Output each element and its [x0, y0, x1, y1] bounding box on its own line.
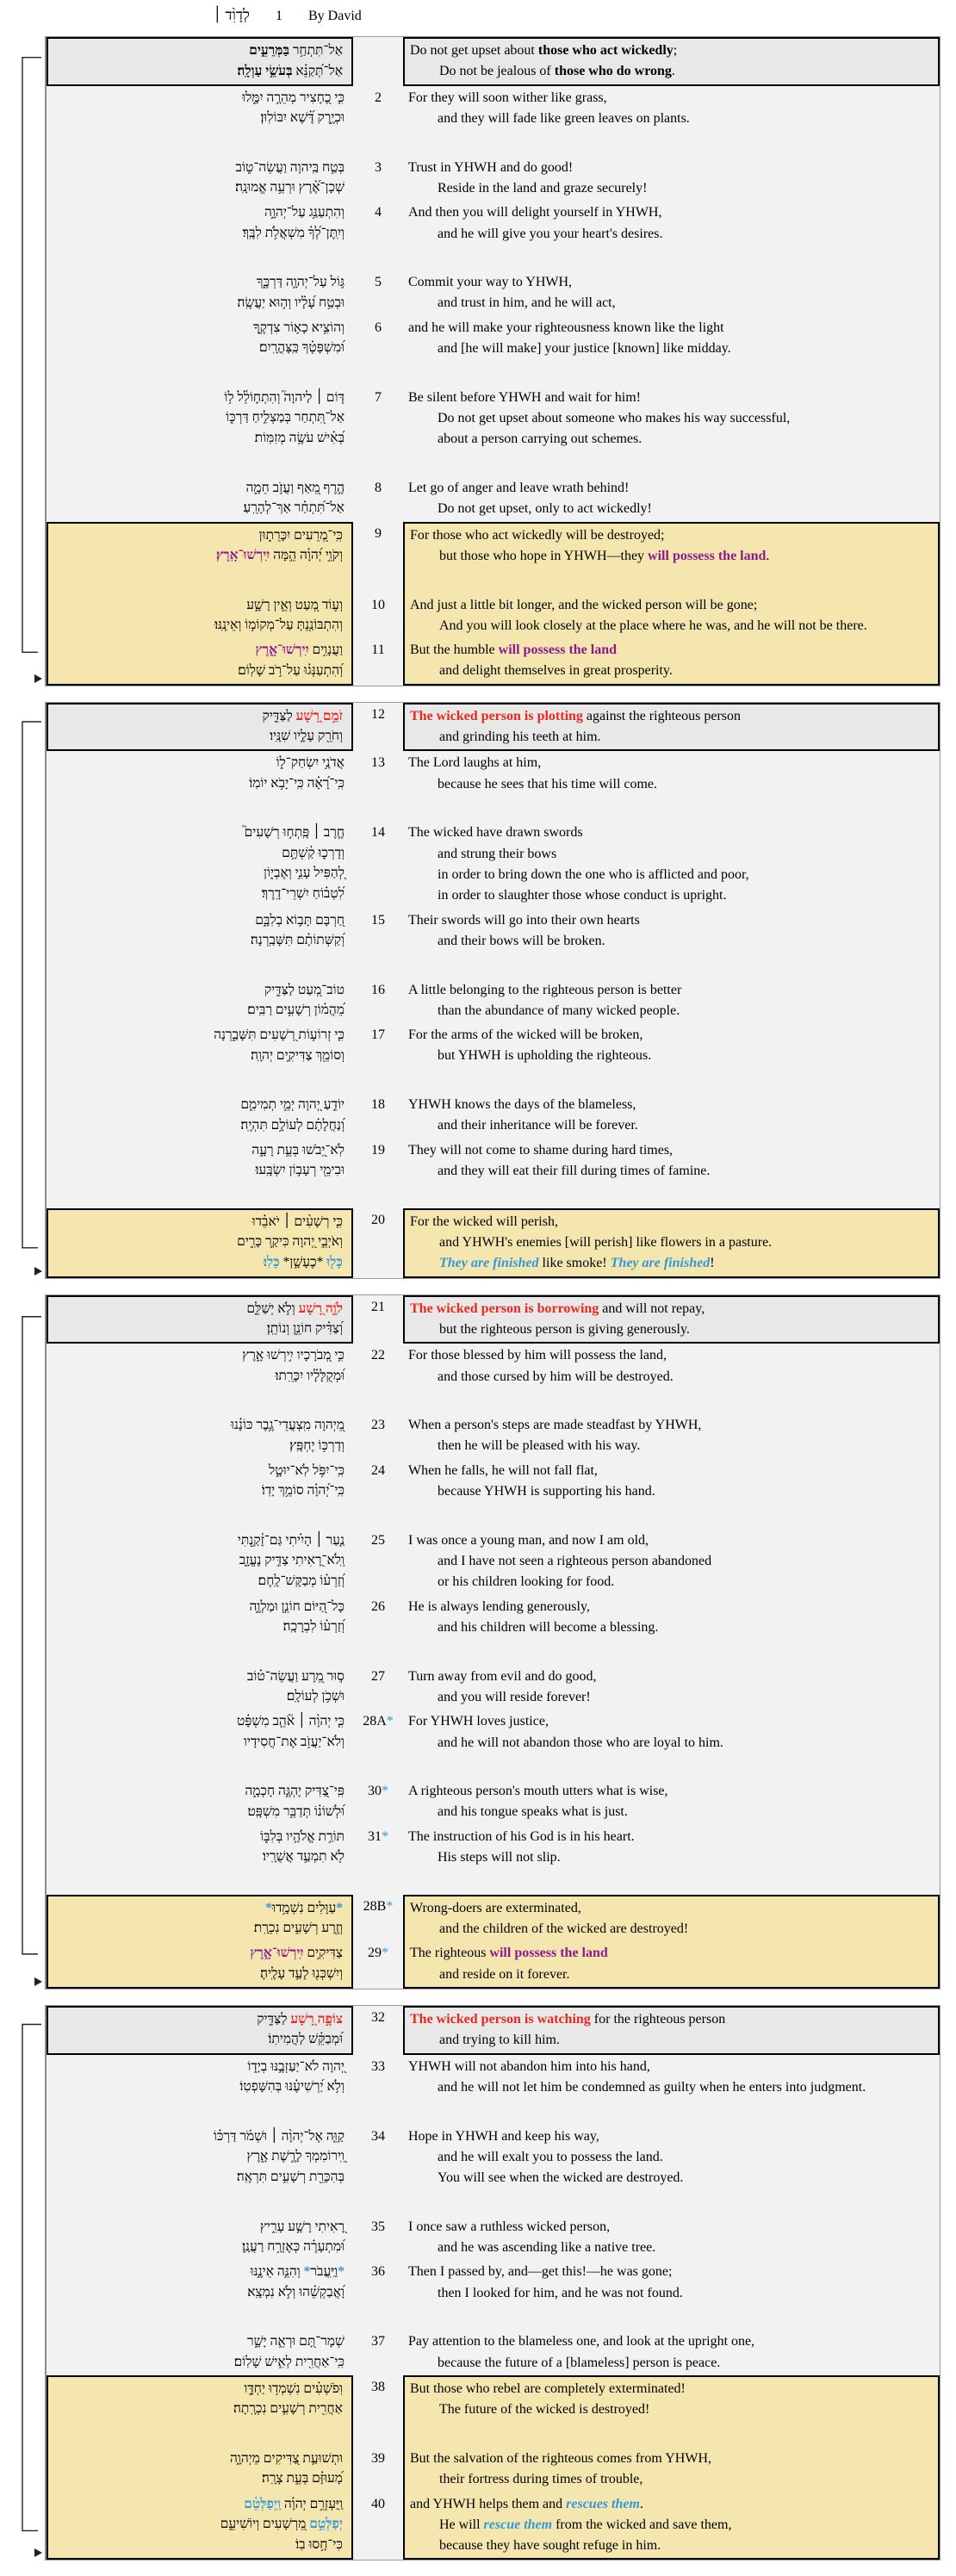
verse-row	[47, 1779, 940, 1825]
verse-spacer	[47, 2100, 940, 2124]
verse-english: Commit your way to YHWH, and trust in him, and he will act,	[408, 275, 616, 311]
spacer-hebrew-cell	[47, 1640, 353, 1664]
verse-number: 12	[371, 706, 385, 722]
verse-row	[47, 1895, 940, 1942]
spacer-hebrew-cell	[47, 953, 353, 978]
verse-number: 20	[371, 1212, 385, 1227]
verse-hebrew: וְהִתְעַנַּ֥ג עַל־יְהוָ֑ה וְיִֽתֶּן־לְ֝ךָ֗ מִשְׁאֲלֹ֥ת לִבֶּֽךָ׃	[242, 205, 345, 240]
verse-number: 40	[371, 2496, 385, 2511]
verse-row	[47, 2447, 940, 2492]
verse-row	[47, 703, 940, 752]
spacer-hebrew-cell	[47, 1504, 353, 1528]
verse-spacer	[47, 1069, 940, 1093]
verse-english: YHWH will not abandon him into his hand, and he will not let him be condemned as guilty when he enters into judgment.	[408, 2058, 866, 2095]
verse-number: 25	[371, 1532, 385, 1548]
spacer-english-cell	[403, 2423, 940, 2447]
verse-number: 19	[371, 1142, 385, 1158]
verse-row	[47, 2006, 940, 2055]
verse-hebrew: פִּֽי־צַ֭דִּיק יֶהְגֶּ֣ה חָכְמָ֑ה וּ֝לְשׁוֹנ֗וֹ תְּדַבֵּ֥ר מִשְׁפָּֽט׃	[245, 1784, 345, 1819]
verse-hebrew: כִּ֤י רְשָׁעִ֨ים ׀ יֹאבֵ֗דוּ וְאֹיְבֵ֣י יְ֭הוָה כִּיקַ֣ר כָּרִ֑ים כָּל֖וּ *כֶעָשָׁ֣ן* כָּלֽוּ	[47, 1208, 353, 1278]
stanza-connector-arrow-icon	[16, 45, 45, 678]
verse-number: 9	[375, 525, 382, 541]
verse-number: 24	[371, 1462, 385, 1478]
verse-hebrew: אֲדֹנָ֥י יִשְׂחַק־ל֑וֹ כִּֽי־רָ֝אָ֗ה כִּֽי־יָבֹ֥א יוֹמֽוֹ׃	[249, 755, 345, 791]
verse-english: Trust in YHWH and do good! Reside in the land and graze securely!	[408, 159, 648, 196]
verse-hebrew: כִּ֣י כֶ֭חָצִיר מְהֵרָ֣ה יִמָּ֑לוּ וּכְיֶ֥רֶק דֶּ֝֗שֶׁא יִבּוֹלֽוּן׃	[242, 90, 345, 126]
verse-number: 33	[371, 2058, 385, 2074]
stanza-panel	[45, 2005, 940, 2561]
verse-english: The wicked person is borrowing and will not repay, but the righteous person is giving generously.	[403, 1295, 940, 1344]
verse-hebrew: אַל־תִּתְחַ֥ר בַּמְּרֵעִ֑ים אַל־תְּ֝קַנֵּ֗א בְּעֹשֵׂ֥י עַוְלָֽה׃	[47, 37, 353, 86]
spacer-hebrew-cell	[47, 1755, 353, 1779]
verse-english: He is always lending generously, and his children will become a blessing.	[408, 1598, 659, 1635]
verse-hebrew: רָ֭אִיתִי רָשָׁ֣ע עָרִ֑יץ וּ֝מִתְעָרֶ֗ה כְּאֶזְרָ֥ח רַעֲנָֽן׃	[241, 2219, 345, 2255]
verse-row	[47, 1093, 940, 1139]
verse-row	[47, 2125, 940, 2191]
stanza-list	[0, 36, 956, 2560]
spacer-number-cell	[353, 1504, 403, 1528]
verse-number: 10	[371, 597, 385, 612]
verse-hebrew: שְׁמָר־תָּ֭ם וּרְאֵ֣ה יָשָׁ֑ר כִּֽי־אַחֲרִ֖ית לְאִ֣ישׁ שָׁלֽוֹם׃	[233, 2334, 345, 2369]
verse-english: Do not get upset about those who act wickedly; Do not be jealous of those who do wrong.	[403, 37, 940, 86]
verse-spacer	[47, 1504, 940, 1528]
spacer-number-cell	[353, 1183, 403, 1207]
verse-spacer	[47, 2306, 940, 2330]
spacer-english-cell	[403, 953, 940, 978]
verse-hebrew: חֶ֤רֶב ׀ פָּֽתְח֣וּ רְשָׁעִים֮ וְדָרְכ֪וּ קַ֫שְׁתָּ֥ם לְ֭הַפִּיל עָנִ֣י וְאֶבְי֑וֹן לִ֝טְב֗וֹחַ יִשְׁרֵי־דָֽרֶךְ׃	[244, 825, 345, 901]
superscription-english: By David	[308, 9, 362, 23]
verse-english: They will not come to shame during hard times, and they will eat their fill during times of famine.	[408, 1142, 711, 1178]
verse-row	[47, 386, 940, 452]
verse-english: Their swords will go into their own hearts and their bows will be broken.	[408, 912, 640, 948]
verse-number: 6	[375, 320, 382, 335]
verse-hebrew: כִּ֣י מְ֭בֹרָכָיו יִ֣ירְשׁוּ אָ֑רֶץ וּ֝מְקֻלָּלָ֗יו יִכָּרֵֽתוּ׃	[242, 1348, 345, 1383]
verse-number: 31*	[368, 1828, 388, 1844]
verse-number: 39	[371, 2450, 385, 2466]
verse-hebrew: מֵ֭יְהוָה מִֽצְעֲדֵי־גֶ֥בֶר כּוֹנָ֗נוּ וְדַרְכּ֥וֹ יֶחְפָּֽץ׃	[230, 1418, 345, 1453]
spacer-hebrew-cell	[47, 2100, 353, 2124]
verse-spacer	[47, 246, 940, 270]
verse-number: 29*	[368, 1946, 388, 1961]
verse-hebrew: כָּל־הַ֭יּוֹם חוֹנֵ֣ן וּמַלְוֶ֑ה וְ֝זַרְע֗וֹ לִבְרָכָֽה׃	[249, 1598, 345, 1635]
verse-row	[47, 1595, 940, 1641]
spacer-number-cell	[353, 1870, 403, 1894]
verse-spacer	[47, 953, 940, 978]
verse-row	[47, 2055, 940, 2101]
verse-number: 30*	[368, 1784, 388, 1799]
verse-spacer	[47, 1389, 940, 1413]
verse-hebrew: תּוֹרַ֣ת אֱלֹהָ֣יו בְּלִבּ֑וֹ לֹ֖א תִמְעַ֣ד אֲשֻׁרָֽיו׃	[260, 1828, 345, 1865]
verse-number: 34	[371, 2128, 385, 2144]
verse-number: 13	[371, 755, 385, 771]
verse-row	[47, 1295, 940, 1344]
verse-number: 15	[371, 912, 385, 928]
verse-row	[47, 522, 940, 569]
verse-english: For YHWH loves justice, and he will not abandon those who are loyal to him.	[408, 1714, 723, 1750]
verse-english: For those who act wickedly will be destroyed; but those who hope in YHWH—they will possess the land.	[403, 522, 940, 569]
verse-english: Hope in YHWH and keep his way, and he will exalt you to possess the land. You will see when the wicked are destroyed.	[408, 2128, 684, 2186]
spacer-hebrew-cell	[47, 1389, 353, 1413]
verse-row	[47, 270, 940, 316]
spacer-number-cell	[353, 246, 403, 270]
verse-english: But those who rebel are completely exterminated! The future of the wicked is destroyed!	[403, 2375, 940, 2423]
spacer-english-cell	[403, 568, 940, 593]
spacer-hebrew-cell	[47, 246, 353, 270]
superscription-hebrew: לְדָוִ֨ד ׀	[213, 7, 250, 23]
superscription-verse-number: 1	[276, 9, 282, 23]
verse-english: The wicked person is watching for the righteous person and trying to kill him.	[403, 2006, 940, 2055]
verse-row	[47, 1825, 940, 1871]
spacer-hebrew-cell	[47, 2423, 353, 2447]
verse-row	[47, 316, 940, 362]
verse-number: 28B*	[363, 1898, 394, 1914]
verse-row	[47, 909, 940, 954]
spacer-hebrew-cell	[47, 2306, 353, 2330]
verse-hebrew: גּ֣וֹל עַל־יְהוָ֣ה דַּרְכֶּ֑ךָ וּבְטַ֥ח עָ֝לָ֗יו וְה֣וּא יַעֲשֶֽׂה׃	[237, 275, 345, 310]
verse-english: For the wicked will perish, and YHWH's enemies [will perish] like flowers in a pasture. They are finished like smoke! They are finished!	[403, 1208, 940, 1278]
stanza	[0, 702, 956, 1279]
verse-number: 17	[371, 1027, 385, 1043]
verse-english: YHWH knows the days of the blameless, and their inheritance will be forever.	[408, 1097, 638, 1133]
verse-number: 26	[371, 1598, 385, 1614]
verse-number: 38	[371, 2379, 385, 2394]
verse-english: For they will soon wither like grass, and they will fade like green leaves on plants.	[408, 90, 690, 126]
verse-hebrew: כִּ֤י יְהוָ֨ה ׀ אֹ֘הֵ֤ב מִשְׁפָּ֗ט וְלֹא־יַעֲזֹ֥ב אֶת־חֲסִידָיו	[236, 1714, 345, 1749]
superscription-row	[0, 0, 956, 36]
spacer-english-cell	[403, 246, 940, 270]
spacer-hebrew-cell	[47, 361, 353, 385]
verse-hebrew: חַ֭רְבָּם תָּב֣וֹא בְלִבָּ֑ם וְ֝קַשְּׁתוֹתָ֗ם תִּשָּׁבַֽרְנָה׃	[250, 912, 345, 948]
verse-hebrew: וַֽיַּעְזְרֵ֥ם יְהוָ֗ה וַֽיְפַלְּטֵ֫ם יְפַלְּטֵ֣ם מֵ֭רְשָׁעִים וְיוֹשִׁיעֵ֑ם כִּי־חָ֥סוּ בֽוֹ׃	[47, 2492, 353, 2560]
verse-row	[47, 593, 940, 639]
stanza-connector-arrow-icon	[16, 2014, 45, 2553]
verse-spacer	[47, 797, 940, 821]
verse-number: 28A*	[363, 1714, 394, 1729]
verse-english: Wrong-doers are exterminated, and the children of the wicked are destroyed!	[403, 1895, 940, 1942]
verse-row	[47, 821, 940, 908]
verse-row	[47, 1941, 940, 1989]
verse-hebrew: וְע֣וֹד מְ֭עַט וְאֵ֣ין רָשָׁ֑ע וְהִתְבּוֹנַ֖נְתָּ עַל־מְקוֹמ֣וֹ וְאֵינֶֽנּוּ׃	[47, 593, 353, 639]
spacer-english-cell	[403, 2190, 940, 2214]
spacer-number-cell	[353, 1069, 403, 1093]
verse-hebrew: לֹוֶ֣ה רָ֭שָׁע וְלֹ֣א יְשַׁלֵּ֑ם וְ֝צַדִּ֗יק חוֹנֵ֥ן וְנוֹתֵֽן׃	[47, 1295, 353, 1344]
verse-english: I was once a young man, and now I am old, and I have not seen a righteous person abandoned or his children looking for food.	[408, 1532, 712, 1590]
stanza-panel	[45, 1294, 940, 1989]
verse-spacer	[47, 2423, 940, 2447]
spacer-english-cell	[403, 2100, 940, 2124]
verse-hebrew: קַוֵּ֤ה אֶל־יְהוָ֨ה ׀ וּשְׁמֹ֬ר דַּרְכּ֗וֹ וִֽ֭ירוֹמִמְךָ לָרֶ֣שֶׁת אָ֑רֶץ בְּהִכָּרֵ֖ת רְשָׁעִ֣ים תִּרְאֶֽה׃	[213, 2128, 345, 2184]
stanza-connector-arrow-icon	[16, 711, 45, 1270]
verse-number: 21	[371, 1299, 385, 1314]
verse-number: 18	[371, 1097, 385, 1113]
verse-row	[47, 1413, 940, 1459]
verse-english: I once saw a ruthless wicked person, and he was ascending like a native tree.	[408, 2219, 656, 2256]
verse-english: Be silent before YHWH and wait for him! Do not get upset about someone who makes his way successful, about a person carrying out schemes.	[408, 389, 791, 447]
verse-hebrew: טוֹב־מְ֭עַט לַצַּדִּ֑יק מֵ֝הֲמ֗וֹן רְשָׁעִ֥ים רַבִּֽים׃	[247, 982, 345, 1018]
spacer-hebrew-cell	[47, 1069, 353, 1093]
verse-english: Then I passed by, and—get this!—he was gone; then I looked for him, and he was not found.	[408, 2264, 683, 2300]
verse-row	[47, 1529, 940, 1595]
verse-hebrew: יוֹדֵ֣עַ יְ֭הוָה יְמֵ֣י תְמִימִ֑ם וְ֝נַחֲלָתָ֗ם לְעוֹלָ֥ם תִּהְיֶֽה׃	[240, 1097, 345, 1133]
verse-english: For the arms of the wicked will be broken, but YHWH is upholding the righteous.	[408, 1027, 652, 1064]
spacer-number-cell	[353, 2100, 403, 2124]
verse-english: Pay attention to the blameless one, and look at the upright one, because the future of a [blameless] person is peace.	[408, 2334, 755, 2370]
spacer-number-cell	[353, 953, 403, 978]
verse-english: Let go of anger and leave wrath behind! Do not get upset, only to act wickedly!	[408, 480, 652, 517]
verse-english: The righteous will possess the land and reside on it forever.	[403, 1941, 940, 1989]
spacer-number-cell	[353, 1389, 403, 1413]
verse-row	[47, 476, 940, 522]
verse-english: and he will make your righteousness known like the light and [he will make] your justice [known] like midday.	[408, 320, 731, 357]
verse-row	[47, 201, 940, 246]
verse-spacer	[47, 1755, 940, 1779]
verse-hebrew: לֹֽא־יֵ֭בֹשׁוּ בְּעֵ֣ת רָעָ֑ה וּבִימֵ֖י רְעָב֣וֹן יִשְׂבָּֽעוּ׃	[251, 1142, 345, 1178]
verse-hebrew: נַ֤עַר ׀ הָיִ֗יתִי גַּם־זָ֫קַ֥נְתִּי וְֽלֹא־רָ֭אִיתִי צַדִּ֣יק נֶעֱזָ֑ב וְ֝זַרְע֗וֹ מְבַקֶּשׁ־לָֽחֶם׃	[237, 1532, 345, 1588]
verse-hebrew: וַעֲנָוִ֥ים יִֽירְשׁוּ־אָ֑רֶץ וְ֝הִתְעַנְּג֗וּ עַל־רֹ֥ב שָׁלֽוֹם׃	[47, 638, 353, 686]
stanza-panel	[45, 36, 940, 686]
verse-row	[47, 1023, 940, 1069]
verse-row	[47, 751, 940, 797]
stanza-panel	[45, 702, 940, 1279]
verse-hebrew: צַדִּיקִ֥ים יִֽירְשׁוּ־אָ֑רֶץ וְיִשְׁכְּנ֖וּ לָעַ֣ד עָלֶֽיהָ׃	[47, 1941, 353, 1989]
verse-spacer	[47, 131, 940, 155]
spacer-hebrew-cell	[47, 452, 353, 476]
verse-hebrew: וּֽפֹשְׁעִ֗ים נִשְׁמְד֥וּ יַחְדָּ֑ו אַחֲרִ֖ית רְשָׁעִ֣ים נִכְרָֽתָה׃	[47, 2375, 353, 2423]
verse-hebrew: זֹמֵ֣ם רָ֭שָׁע לַצַּדִּ֑יק וְחֹרֵ֖ק עָלָ֣יו שִׁנָּֽיו׃	[47, 703, 353, 752]
verse-number: 11	[371, 642, 385, 658]
verse-row	[47, 1344, 940, 1389]
spacer-english-cell	[403, 452, 940, 476]
verse-number: 7	[375, 389, 382, 405]
spacer-english-cell	[403, 1504, 940, 1528]
verse-row	[47, 2260, 940, 2306]
verse-english: And then you will delight yourself in YHWH, and he will give you your heart's desires.	[408, 205, 663, 241]
spacer-english-cell	[403, 1069, 940, 1093]
verse-hebrew: יְ֭הוָה לֹא־יַעַזְבֶ֣נּוּ בְיָד֑וֹ וְלֹ֥א יַ֝רְשִׁיעֶ֗נּוּ בְּהִשָּׁפְטֽוֹ׃	[239, 2058, 345, 2095]
verse-row	[47, 1710, 940, 1755]
spacer-number-cell	[353, 2190, 403, 2214]
verse-hebrew: *וַיַּֽעֲבֹר* וְהִנֵּ֣ה אֵינֶ֑נּוּ וָ֝אֲבַקְשֵׁ֗הוּ וְלֹ֣א נִמְצָֽא׃	[247, 2264, 345, 2300]
spacer-english-cell	[403, 361, 940, 385]
spacer-hebrew-cell	[47, 1183, 353, 1207]
spacer-hebrew-cell	[47, 2190, 353, 2214]
spacer-number-cell	[353, 797, 403, 821]
stanza-connector-arrow-icon	[16, 1303, 45, 1981]
spacer-english-cell	[403, 1640, 940, 1664]
spacer-number-cell	[353, 1755, 403, 1779]
verse-number: 16	[371, 982, 385, 997]
verse-hebrew: ס֣וּר מֵ֭רָע וַעֲשֵׂה־ט֗וֹב וּשְׁכֹ֥ן לְעוֹלָֽם׃	[246, 1668, 345, 1704]
spacer-number-cell	[353, 2423, 403, 2447]
verse-english: The wicked have drawn swords and strung their bows in order to bring down the one who is afflicted and poor, in order to slaughter those whose conduct is upright.	[408, 825, 749, 903]
verse-row	[47, 638, 940, 686]
verse-english: But the salvation of the righteous comes from YHWH, their fortress during times of trouble,	[403, 2447, 940, 2492]
verse-hebrew: וְהוֹצִ֣יא כָא֣וֹר צִדְקֶ֑ךָ וּ֝מִשְׁפָּטֶ֗ךָ כַּֽצָּהֳרָֽיִם׃	[252, 320, 345, 356]
spacer-number-cell	[353, 452, 403, 476]
verse-row	[47, 1665, 940, 1710]
verse-number: 3	[375, 159, 382, 175]
verse-english: And just a little bit longer, and the wicked person will be gone; And you will look closely at the place where he was, and he will not be there.	[403, 593, 940, 639]
verse-number: 32	[371, 2009, 385, 2025]
spacer-number-cell	[353, 1640, 403, 1664]
verse-number: 4	[375, 205, 382, 220]
verse-english: When he falls, he will not fall flat, because YHWH is supporting his hand.	[408, 1462, 655, 1499]
verse-number: 14	[371, 825, 385, 841]
verse-row	[47, 2492, 940, 2560]
stanza	[0, 36, 956, 686]
verse-spacer	[47, 1640, 940, 1664]
spacer-english-cell	[403, 1755, 940, 1779]
spacer-english-cell	[403, 797, 940, 821]
spacer-english-cell	[403, 1389, 940, 1413]
verse-number: 35	[371, 2219, 385, 2234]
verse-number: 27	[371, 1668, 385, 1684]
verse-number: 5	[375, 275, 382, 290]
verse-english: The wicked person is plotting against the righteous person and grinding his teeth at him.	[403, 703, 940, 752]
verse-hebrew: צוֹפֶ֣ה רָ֭שָׁע לַצַּדִּ֑יק וּ֝מְבַקֵּ֗שׁ לַהֲמִיתֽוֹ׃	[47, 2006, 353, 2055]
verse-spacer	[47, 1870, 940, 1894]
verse-english: Turn away from evil and do good, and you will reside forever!	[408, 1668, 597, 1704]
verse-english: But the humble will possess the land and delight themselves in great prosperity.	[403, 638, 940, 686]
verse-number: 23	[371, 1418, 385, 1433]
verse-number: 2	[375, 90, 382, 105]
verse-english: The instruction of his God is in his heart. His steps will not slip.	[408, 1828, 635, 1865]
verse-hebrew: דּ֤וֹם ׀ לַיהוָה֮ וְהִתְח֪וֹלֵ֫ל ל֥וֹ אַל־תִּ֭תְחַר בְּמַצְלִ֣יחַ דַּרְכּ֑וֹ בְּ֝אִ֗ישׁ עֹשֶׂ֥ה מְזִמּֽוֹת׃	[224, 389, 345, 445]
verse-english: For those blessed by him will possess the land, and those cursed by him will be destroyed.	[408, 1348, 674, 1384]
verse-hebrew: כִּ֤י זְרוֹע֣וֹת רְ֭שָׁעִים תִּשָּׁבַ֑רְנָה וְסוֹמֵ֖ךְ צַדִּיקִ֣ים יְהוָֽה׃	[214, 1027, 345, 1063]
verse-number: 22	[371, 1348, 385, 1363]
verse-row	[47, 1139, 940, 1184]
verse-hebrew: וּתְשׁוּעַ֣ת צַ֭דִּיקִים מֵיְהוָ֑ה מָ֝עוּזָּ֗ם בְּעֵ֣ת צָרָֽה׃	[47, 2447, 353, 2492]
verse-spacer	[47, 361, 940, 385]
spacer-english-cell	[403, 1870, 940, 1894]
verse-spacer	[47, 1183, 940, 1207]
verse-spacer	[47, 452, 940, 476]
spacer-number-cell	[353, 131, 403, 155]
verse-spacer	[47, 2190, 940, 2214]
verse-row	[47, 2215, 940, 2261]
verse-english: A righteous person's mouth utters what is wise, and his tongue speaks what is just.	[408, 1784, 668, 1820]
verse-number: 8	[375, 480, 382, 495]
verse-row	[47, 86, 940, 132]
spacer-number-cell	[353, 2306, 403, 2330]
spacer-english-cell	[403, 1183, 940, 1207]
verse-number	[353, 37, 403, 86]
stanza	[0, 1294, 956, 1989]
verse-english: A little belonging to the righteous person is better than the abundance of many wicked people.	[408, 982, 682, 1018]
verse-row	[47, 37, 940, 86]
verse-hebrew: כִּֽי־מְ֭רֵעִים יִכָּרֵת֑וּן וְקֹוֵ֥י יְ֝הוָ֗ה הֵ֣מָּה יִֽירְשׁוּ־אָֽרֶץ׃	[47, 522, 353, 569]
verse-number: 37	[371, 2334, 385, 2349]
spacer-number-cell	[353, 361, 403, 385]
spacer-english-cell	[403, 131, 940, 155]
spacer-hebrew-cell	[47, 1870, 353, 1894]
spacer-hebrew-cell	[47, 568, 353, 593]
verse-number: 36	[371, 2264, 385, 2280]
spacer-english-cell	[403, 2306, 940, 2330]
verse-hebrew: *עַוָּלִים נִשְׁמָ֥דוּ* וְזֶ֖רַע רְשָׁעִ֣ים נִכְרָֽת׃	[47, 1895, 353, 1942]
spacer-hebrew-cell	[47, 131, 353, 155]
spacer-hebrew-cell	[47, 797, 353, 821]
verse-hebrew: הֶ֣רֶף מֵ֭אַף וַעֲזֹ֣ב חֵמָ֑ה אַל־תִּ֝תְחַ֗ר אַךְ־לְהָרֵֽעַ׃	[243, 480, 345, 516]
stanza	[0, 2005, 956, 2561]
verse-row	[47, 978, 940, 1024]
spacer-number-cell	[353, 568, 403, 593]
verse-row	[47, 2375, 940, 2423]
verse-spacer	[47, 568, 940, 593]
verse-hebrew: בְּטַ֣ח בַּֽיהוָה וַעֲשֵׂה־ט֑וֹב שְׁכָן־אֶ֝֗רֶץ וּרְעֵ֥ה אֱמוּנָֽה׃	[235, 159, 345, 196]
verse-row	[47, 156, 940, 202]
verse-row	[47, 2330, 940, 2375]
verse-english: and YHWH helps them and rescues them. He will rescue them from the wicked and save them, because they have sought refuge in him.	[403, 2492, 940, 2560]
verse-row	[47, 1459, 940, 1505]
verse-row	[47, 1208, 940, 1278]
verse-english: When a person's steps are made steadfast by YHWH, then he will be pleased with his way.	[408, 1418, 702, 1454]
verse-hebrew: כִּֽי־יִפֹּ֥ל לֹֽא־יוּטָ֑ל כִּֽי־יְ֝הוָ֗ה סוֹמֵ֥ךְ יָדֽוֹ׃	[261, 1462, 345, 1499]
verse-english: The Lord laughs at him, because he sees that his time will come.	[408, 755, 658, 791]
